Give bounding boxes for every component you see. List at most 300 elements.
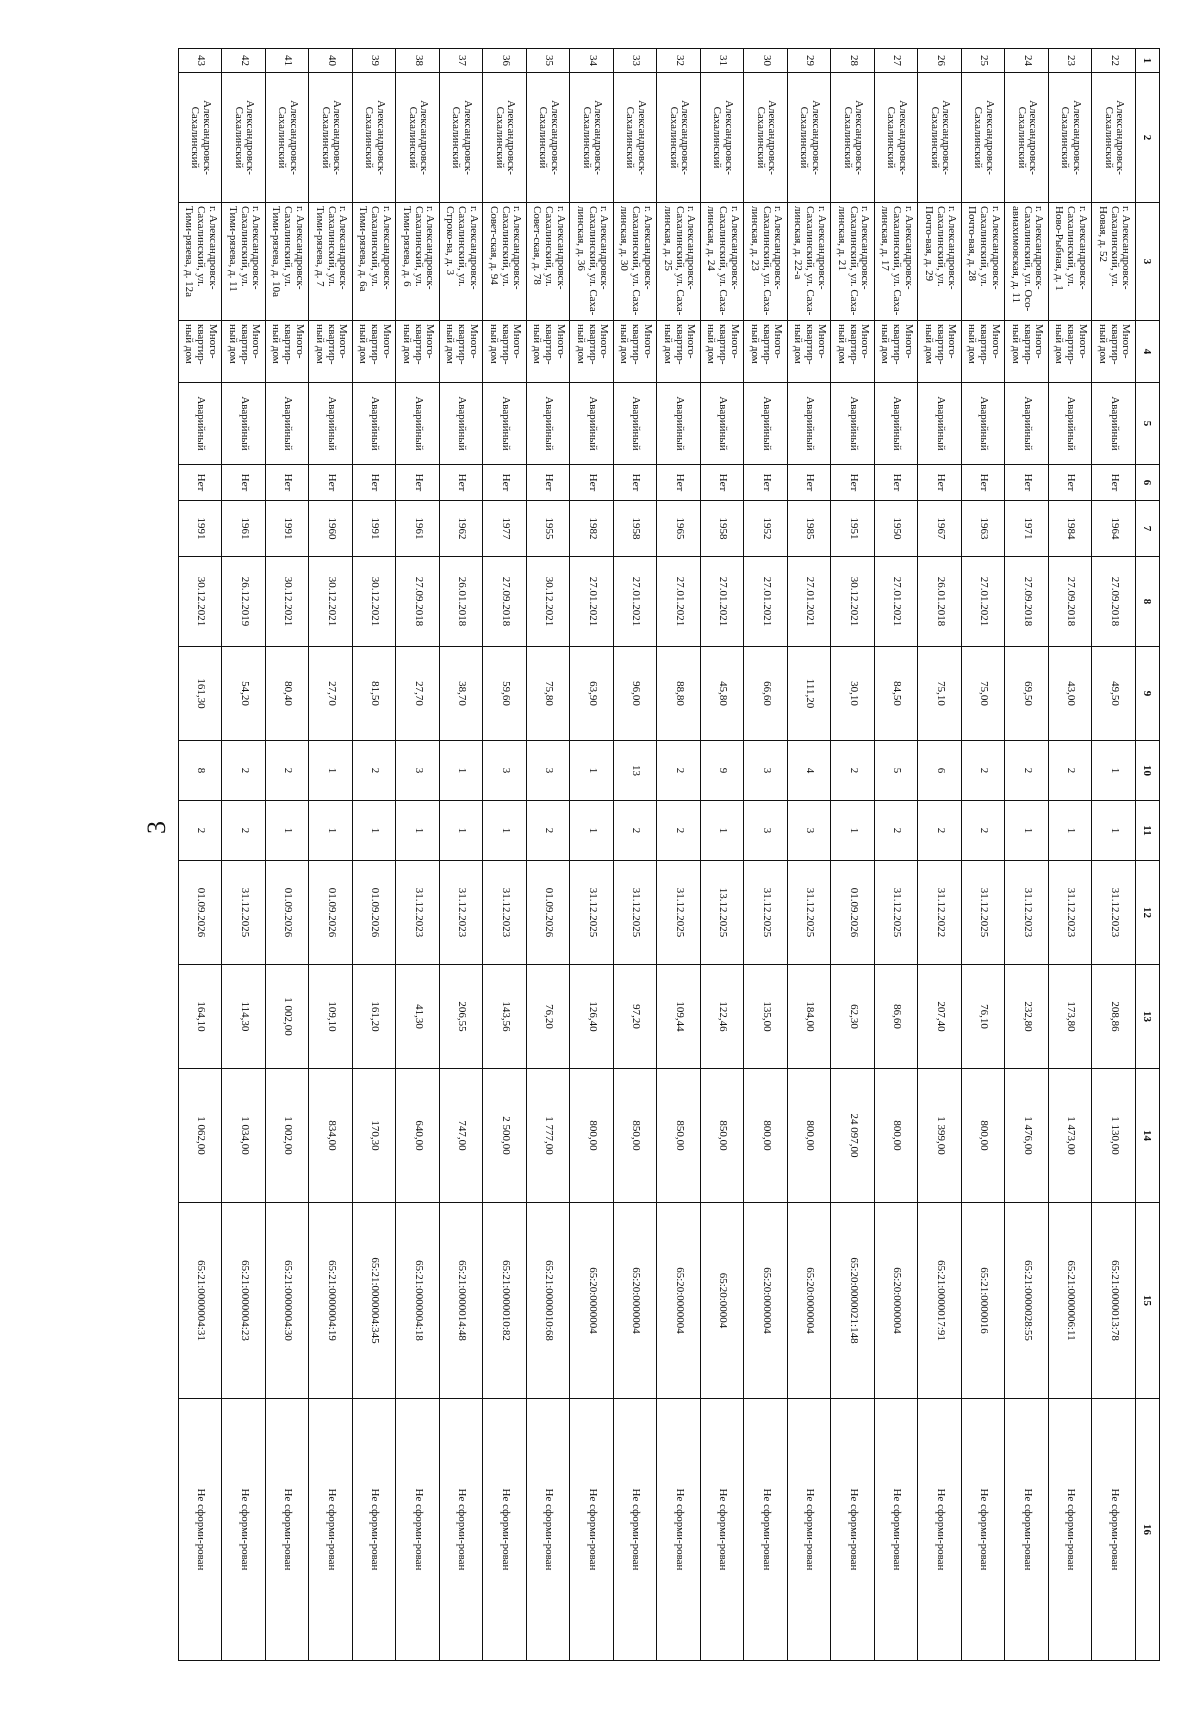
- table-row: [701, 49, 745, 1661]
- rooms-cell: 2: [527, 801, 571, 861]
- column-number-header: 15: [1136, 1203, 1160, 1399]
- residents-cell: 1: [1092, 741, 1136, 801]
- cadastral-number-cell: 65:20:0000004: [657, 1203, 701, 1399]
- land-status-cell: Не сформи-рован: [744, 1399, 788, 1661]
- residents-cell: 2: [831, 741, 875, 801]
- condition-cell: Аварийный: [222, 383, 266, 465]
- address-cell: г. Александровск-Сахалинский, ул. Саха-линская, д. 36: [570, 203, 614, 321]
- house-type-cell: Много-квартир-ный дом: [440, 321, 484, 383]
- year-built-cell: 1977: [483, 501, 527, 557]
- area-cell: 81,50: [353, 647, 397, 741]
- rooms-cell: 2: [962, 801, 1006, 861]
- row-number-cell: 28: [831, 49, 875, 73]
- residents-cell: 2: [266, 741, 310, 801]
- relocation-area-cell: 164,10: [179, 965, 223, 1069]
- row-number-cell: 42: [222, 49, 266, 73]
- land-area-cell: 1 476,00: [1005, 1069, 1049, 1203]
- cadastral-number-cell: 65:21:0000004:23: [222, 1203, 266, 1399]
- recognition-date-cell: 27.01.2021: [875, 557, 919, 647]
- column-number-header: 10: [1136, 741, 1160, 801]
- residents-cell: 2: [222, 741, 266, 801]
- land-area-cell: 1 473,00: [1049, 1069, 1093, 1203]
- recognition-date-cell: 26.01.2018: [918, 557, 962, 647]
- cadastral-number-cell: 65:21:0000004:19: [309, 1203, 353, 1399]
- land-status-cell: Не сформи-рован: [657, 1399, 701, 1661]
- area-cell: 59,60: [483, 647, 527, 741]
- land-area-cell: 1 777,00: [527, 1069, 571, 1203]
- municipality-cell: Александровск-Сахалинский: [353, 73, 397, 203]
- cadastral-number-cell: 65:20:00004: [701, 1203, 745, 1399]
- land-status-cell: Не сформи-рован: [353, 1399, 397, 1661]
- table-row: [1092, 49, 1136, 1661]
- heritage-cell: Нет: [962, 465, 1006, 501]
- residents-cell: 3: [396, 741, 440, 801]
- condition-cell: Аварийный: [875, 383, 919, 465]
- relocation-area-cell: 122,46: [701, 965, 745, 1069]
- cadastral-number-cell: 65:21:0000028:55: [1005, 1203, 1049, 1399]
- cadastral-number-cell: 65:21:0000006:11: [1049, 1203, 1093, 1399]
- year-built-cell: 1951: [831, 501, 875, 557]
- land-status-cell: Не сформи-рован: [614, 1399, 658, 1661]
- area-cell: 69,50: [1005, 647, 1049, 741]
- heritage-cell: Нет: [1005, 465, 1049, 501]
- municipality-cell: Александровск-Сахалинский: [222, 73, 266, 203]
- address-cell: г. Александровск-Сахалинский, ул. Саха-линская, д. 21: [831, 203, 875, 321]
- row-number-cell: 23: [1049, 49, 1093, 73]
- land-status-cell: Не сформи-рован: [831, 1399, 875, 1661]
- recognition-date-cell: 30.12.2021: [831, 557, 875, 647]
- heritage-cell: Нет: [744, 465, 788, 501]
- year-built-cell: 1960: [309, 501, 353, 557]
- planned-date-cell: 31.12.2023: [1005, 861, 1049, 965]
- area-cell: 88,80: [657, 647, 701, 741]
- municipality-cell: Александровск-Сахалинский: [788, 73, 832, 203]
- area-cell: 63,90: [570, 647, 614, 741]
- land-status-cell: Не сформи-рован: [962, 1399, 1006, 1661]
- land-status-cell: Не сформи-рован: [222, 1399, 266, 1661]
- house-type-cell: Много-квартир-ный дом: [701, 321, 745, 383]
- rooms-cell: 2: [614, 801, 658, 861]
- land-status-cell: Не сформи-рован: [266, 1399, 310, 1661]
- rooms-cell: 1: [353, 801, 397, 861]
- heritage-cell: Нет: [788, 465, 832, 501]
- planned-date-cell: 31.12.2023: [483, 861, 527, 965]
- municipality-cell: Александровск-Сахалинский: [701, 73, 745, 203]
- land-status-cell: Не сформи-рован: [875, 1399, 919, 1661]
- rooms-cell: 2: [918, 801, 962, 861]
- house-type-cell: Много-квартир-ный дом: [1092, 321, 1136, 383]
- recognition-date-cell: 27.01.2021: [657, 557, 701, 647]
- address-cell: г. Александровск-Сахалинский, ул. Совет-ская, д. 78: [527, 203, 571, 321]
- table-row: [570, 49, 614, 1661]
- area-cell: 54,20: [222, 647, 266, 741]
- planned-date-cell: 13.12.2025: [701, 861, 745, 965]
- rooms-cell: 2: [179, 801, 223, 861]
- recognition-date-cell: 30.12.2021: [179, 557, 223, 647]
- recognition-date-cell: 26.01.2018: [440, 557, 484, 647]
- residents-cell: 3: [744, 741, 788, 801]
- rooms-cell: 1: [831, 801, 875, 861]
- relocation-area-cell: 76,10: [962, 965, 1006, 1069]
- area-cell: 75,10: [918, 647, 962, 741]
- year-built-cell: 1958: [701, 501, 745, 557]
- table-row: [396, 49, 440, 1661]
- cadastral-number-cell: 65:20:0000021:148: [831, 1203, 875, 1399]
- heritage-cell: Нет: [483, 465, 527, 501]
- land-area-cell: 1 062,00: [179, 1069, 223, 1203]
- address-cell: г. Александровск-Сахалинский, ул. Тими-рязева, д. 7: [309, 203, 353, 321]
- residents-cell: 2: [1049, 741, 1093, 801]
- planned-date-cell: 31.12.2023: [1092, 861, 1136, 965]
- planned-date-cell: 31.12.2025: [614, 861, 658, 965]
- area-cell: 49,50: [1092, 647, 1136, 741]
- relocation-area-cell: 86,60: [875, 965, 919, 1069]
- cadastral-number-cell: 65:21:0000010:82: [483, 1203, 527, 1399]
- relocation-area-cell: 41,30: [396, 965, 440, 1069]
- rooms-cell: 3: [744, 801, 788, 861]
- condition-cell: Аварийный: [701, 383, 745, 465]
- house-type-cell: Много-квартир-ный дом: [962, 321, 1006, 383]
- land-area-cell: 1 130,00: [1092, 1069, 1136, 1203]
- relocation-area-cell: 207,40: [918, 965, 962, 1069]
- row-number-cell: 40: [309, 49, 353, 73]
- land-status-cell: Не сформи-рован: [1049, 1399, 1093, 1661]
- rooms-cell: 1: [1005, 801, 1049, 861]
- row-number-cell: 26: [918, 49, 962, 73]
- heritage-cell: Нет: [831, 465, 875, 501]
- residents-cell: 8: [179, 741, 223, 801]
- row-number-cell: 29: [788, 49, 832, 73]
- address-cell: г. Александровск-Сахалинский, ул. Новая, д. 52: [1092, 203, 1136, 321]
- rooms-cell: 1: [570, 801, 614, 861]
- cadastral-number-cell: 65:21:0000016: [962, 1203, 1006, 1399]
- row-number-cell: 34: [570, 49, 614, 73]
- land-area-cell: 747,00: [440, 1069, 484, 1203]
- condition-cell: Аварийный: [614, 383, 658, 465]
- table-row: [657, 49, 701, 1661]
- municipality-cell: Александровск-Сахалинский: [483, 73, 527, 203]
- cadastral-number-cell: 65:20:0000004: [875, 1203, 919, 1399]
- planned-date-cell: 31.12.2025: [962, 861, 1006, 965]
- condition-cell: Аварийный: [744, 383, 788, 465]
- condition-cell: Аварийный: [179, 383, 223, 465]
- year-built-cell: 1967: [918, 501, 962, 557]
- table-row: [831, 49, 875, 1661]
- area-cell: 27,70: [396, 647, 440, 741]
- residents-cell: 1: [309, 741, 353, 801]
- recognition-date-cell: 27.01.2021: [788, 557, 832, 647]
- residents-cell: 2: [1005, 741, 1049, 801]
- heritage-cell: Нет: [701, 465, 745, 501]
- municipality-cell: Александровск-Сахалинский: [527, 73, 571, 203]
- land-area-cell: 834,00: [309, 1069, 353, 1203]
- relocation-area-cell: 232,80: [1005, 965, 1049, 1069]
- cadastral-number-cell: 65:21:0000014:48: [440, 1203, 484, 1399]
- area-cell: 75,80: [527, 647, 571, 741]
- residents-cell: 2: [657, 741, 701, 801]
- heritage-cell: Нет: [179, 465, 223, 501]
- row-number-cell: 25: [962, 49, 1006, 73]
- address-cell: г. Александровск-Сахалинский, ул. Почто-вая, д. 29: [918, 203, 962, 321]
- relocation-area-cell: 126,40: [570, 965, 614, 1069]
- land-status-cell: Не сформи-рован: [309, 1399, 353, 1661]
- land-area-cell: 24 097,00: [831, 1069, 875, 1203]
- table-row: [918, 49, 962, 1661]
- column-number-header: 5: [1136, 383, 1160, 465]
- address-cell: г. Александровск-Сахалинский, ул. Тими-рязева, д. 12а: [179, 203, 223, 321]
- house-type-cell: Много-квартир-ный дом: [875, 321, 919, 383]
- year-built-cell: 1950: [875, 501, 919, 557]
- land-status-cell: Не сформи-рован: [918, 1399, 962, 1661]
- year-built-cell: 1961: [222, 501, 266, 557]
- year-built-cell: 1991: [353, 501, 397, 557]
- municipality-cell: Александровск-Сахалинский: [570, 73, 614, 203]
- table-row: [353, 49, 397, 1661]
- condition-cell: Аварийный: [483, 383, 527, 465]
- condition-cell: Аварийный: [831, 383, 875, 465]
- relocation-area-cell: 109,44: [657, 965, 701, 1069]
- address-cell: г. Александровск-Сахалинский, ул. Осо-авиахимовская, д. 11: [1005, 203, 1049, 321]
- relocation-area-cell: 143,56: [483, 965, 527, 1069]
- condition-cell: Аварийный: [1092, 383, 1136, 465]
- condition-cell: Аварийный: [1005, 383, 1049, 465]
- year-built-cell: 1991: [179, 501, 223, 557]
- address-cell: г. Александровск-Сахалинский, ул. Тими-рязева, д. 6: [396, 203, 440, 321]
- area-cell: 161,30: [179, 647, 223, 741]
- house-type-cell: Много-квартир-ный дом: [657, 321, 701, 383]
- year-built-cell: 1984: [1049, 501, 1093, 557]
- year-built-cell: 1985: [788, 501, 832, 557]
- cadastral-number-cell: 65:20:0000004: [744, 1203, 788, 1399]
- planned-date-cell: 01.09.2026: [831, 861, 875, 965]
- heritage-cell: Нет: [657, 465, 701, 501]
- column-number-header: 3: [1136, 203, 1160, 321]
- relocation-area-cell: 97,20: [614, 965, 658, 1069]
- residents-cell: 9: [701, 741, 745, 801]
- recognition-date-cell: 27.01.2021: [744, 557, 788, 647]
- column-number-header: 13: [1136, 965, 1160, 1069]
- land-status-cell: Не сформи-рован: [440, 1399, 484, 1661]
- address-cell: г. Александровск-Сахалинский, ул. Совет-ская, д. 94: [483, 203, 527, 321]
- address-cell: г. Александровск-Сахалинский, ул. Саха-линская, д. 17: [875, 203, 919, 321]
- municipality-cell: Александровск-Сахалинский: [875, 73, 919, 203]
- relocation-area-cell: 135,00: [744, 965, 788, 1069]
- residents-cell: 4: [788, 741, 832, 801]
- rooms-cell: 1: [1049, 801, 1093, 861]
- heritage-cell: Нет: [875, 465, 919, 501]
- land-area-cell: 800,00: [875, 1069, 919, 1203]
- residents-cell: 3: [527, 741, 571, 801]
- municipality-cell: Александровск-Сахалинский: [1005, 73, 1049, 203]
- rooms-cell: 1: [1092, 801, 1136, 861]
- heritage-cell: Нет: [309, 465, 353, 501]
- area-cell: 38,70: [440, 647, 484, 741]
- municipality-cell: Александровск-Сахалинский: [396, 73, 440, 203]
- address-cell: г. Александровск-Сахалинский, ул. Тими-рязева, д. 10а: [266, 203, 310, 321]
- land-area-cell: 800,00: [570, 1069, 614, 1203]
- land-area-cell: 800,00: [744, 1069, 788, 1203]
- housing-table-rotated: [178, 48, 1160, 1660]
- heritage-cell: Нет: [396, 465, 440, 501]
- address-cell: г. Александровск-Сахалинский, ул. Саха-линская, д. 30: [614, 203, 658, 321]
- rooms-cell: 2: [657, 801, 701, 861]
- address-cell: г. Александровск-Сахалинский, ул. Тими-рязева, д. 6а: [353, 203, 397, 321]
- residents-cell: 1: [570, 741, 614, 801]
- year-built-cell: 1952: [744, 501, 788, 557]
- municipality-cell: Александровск-Сахалинский: [962, 73, 1006, 203]
- recognition-date-cell: 27.01.2021: [614, 557, 658, 647]
- column-number-header: 4: [1136, 321, 1160, 383]
- planned-date-cell: 01.09.2026: [527, 861, 571, 965]
- address-cell: г. Александровск-Сахалинский, ул. Ново-Рыбная, д. 1: [1049, 203, 1093, 321]
- year-built-cell: 1961: [396, 501, 440, 557]
- recognition-date-cell: 27.09.2018: [396, 557, 440, 647]
- column-number-header: 14: [1136, 1069, 1160, 1203]
- land-area-cell: 850,00: [614, 1069, 658, 1203]
- relocation-area-cell: 109,10: [309, 965, 353, 1069]
- rooms-cell: 1: [396, 801, 440, 861]
- year-built-cell: 1991: [266, 501, 310, 557]
- row-number-cell: 37: [440, 49, 484, 73]
- condition-cell: Аварийный: [309, 383, 353, 465]
- planned-date-cell: 31.12.2025: [788, 861, 832, 965]
- condition-cell: Аварийный: [962, 383, 1006, 465]
- land-status-cell: Не сформи-рован: [527, 1399, 571, 1661]
- row-number-cell: 24: [1005, 49, 1049, 73]
- area-cell: 66,60: [744, 647, 788, 741]
- house-type-cell: Много-квартир-ный дом: [353, 321, 397, 383]
- address-cell: г. Александровск-Сахалинский, ул. Саха-линская, д. 23: [744, 203, 788, 321]
- house-type-cell: Много-квартир-ный дом: [179, 321, 223, 383]
- land-area-cell: 1 034,00: [222, 1069, 266, 1203]
- address-cell: г. Александровск-Сахалинский, ул. Саха-линская, д. 22-а: [788, 203, 832, 321]
- area-cell: 43,00: [1049, 647, 1093, 741]
- municipality-cell: Александровск-Сахалинский: [179, 73, 223, 203]
- table-row: [614, 49, 658, 1661]
- table-row: [483, 49, 527, 1661]
- planned-date-cell: 31.12.2025: [744, 861, 788, 965]
- cadastral-number-cell: 65:21:0000010:68: [527, 1203, 571, 1399]
- cadastral-number-cell: 65:21:0000013:78: [1092, 1203, 1136, 1399]
- recognition-date-cell: 27.09.2018: [1092, 557, 1136, 647]
- rooms-cell: 1: [266, 801, 310, 861]
- land-area-cell: 1 399,00: [918, 1069, 962, 1203]
- year-built-cell: 1982: [570, 501, 614, 557]
- row-number-cell: 35: [527, 49, 571, 73]
- area-cell: 80,40: [266, 647, 310, 741]
- column-number-header: 12: [1136, 861, 1160, 965]
- municipality-cell: Александровск-Сахалинский: [440, 73, 484, 203]
- column-number-header: 11: [1136, 801, 1160, 861]
- relocation-area-cell: 76,20: [527, 965, 571, 1069]
- year-built-cell: 1971: [1005, 501, 1049, 557]
- residents-cell: 13: [614, 741, 658, 801]
- row-number-cell: 27: [875, 49, 919, 73]
- table-row: [744, 49, 788, 1661]
- recognition-date-cell: 30.12.2021: [527, 557, 571, 647]
- planned-date-cell: 31.12.2023: [440, 861, 484, 965]
- table-row: [179, 49, 223, 1661]
- housing-table: [178, 48, 1160, 1661]
- table-row: [1049, 49, 1093, 1661]
- row-number-cell: 39: [353, 49, 397, 73]
- row-number-cell: 30: [744, 49, 788, 73]
- recognition-date-cell: 30.12.2021: [353, 557, 397, 647]
- address-cell: г. Александровск-Сахалинский, ул. Саха-линская, д. 24: [701, 203, 745, 321]
- house-type-cell: Много-квартир-ный дом: [527, 321, 571, 383]
- cadastral-number-cell: 65:20:0000004: [614, 1203, 658, 1399]
- area-cell: 75,00: [962, 647, 1006, 741]
- house-type-cell: Много-квартир-ный дом: [1005, 321, 1049, 383]
- table-row: [309, 49, 353, 1661]
- planned-date-cell: 31.12.2025: [222, 861, 266, 965]
- table-body: [179, 49, 1136, 1661]
- table-row: [222, 49, 266, 1661]
- condition-cell: Аварийный: [657, 383, 701, 465]
- row-number-cell: 32: [657, 49, 701, 73]
- relocation-area-cell: 184,00: [788, 965, 832, 1069]
- area-cell: 96,00: [614, 647, 658, 741]
- row-number-cell: 43: [179, 49, 223, 73]
- house-type-cell: Много-квартир-ный дом: [266, 321, 310, 383]
- recognition-date-cell: 30.12.2021: [309, 557, 353, 647]
- land-status-cell: Не сформи-рован: [701, 1399, 745, 1661]
- land-status-cell: Не сформи-рован: [1005, 1399, 1049, 1661]
- recognition-date-cell: 27.09.2018: [1005, 557, 1049, 647]
- planned-date-cell: 31.12.2025: [570, 861, 614, 965]
- cadastral-number-cell: 65:21:0000017:91: [918, 1203, 962, 1399]
- rooms-cell: 2: [222, 801, 266, 861]
- row-number-cell: 31: [701, 49, 745, 73]
- residents-cell: 3: [483, 741, 527, 801]
- cadastral-number-cell: 65:21:0000004:18: [396, 1203, 440, 1399]
- column-number-header: 16: [1136, 1399, 1160, 1661]
- column-number-header: 6: [1136, 465, 1160, 501]
- table-row: [962, 49, 1006, 1661]
- recognition-date-cell: 27.01.2021: [701, 557, 745, 647]
- land-area-cell: 850,00: [701, 1069, 745, 1203]
- land-status-cell: Не сформи-рован: [483, 1399, 527, 1661]
- column-number-header: 8: [1136, 557, 1160, 647]
- residents-cell: 1: [440, 741, 484, 801]
- municipality-cell: Александровск-Сахалинский: [309, 73, 353, 203]
- house-type-cell: Много-квартир-ный дом: [831, 321, 875, 383]
- house-type-cell: Много-квартир-ный дом: [744, 321, 788, 383]
- residents-cell: 2: [353, 741, 397, 801]
- heritage-cell: Нет: [570, 465, 614, 501]
- table-row: [1005, 49, 1049, 1661]
- relocation-area-cell: 62,30: [831, 965, 875, 1069]
- house-type-cell: Много-квартир-ный дом: [614, 321, 658, 383]
- cadastral-number-cell: 65:21:0000004:31: [179, 1203, 223, 1399]
- house-type-cell: Много-квартир-ный дом: [918, 321, 962, 383]
- municipality-cell: Александровск-Сахалинский: [831, 73, 875, 203]
- recognition-date-cell: 30.12.2021: [266, 557, 310, 647]
- heritage-cell: Нет: [527, 465, 571, 501]
- column-number-header: 2: [1136, 73, 1160, 203]
- house-type-cell: Много-квартир-ный дом: [309, 321, 353, 383]
- page-number: 3: [142, 821, 171, 834]
- condition-cell: Аварийный: [527, 383, 571, 465]
- land-area-cell: 640,00: [396, 1069, 440, 1203]
- condition-cell: Аварийный: [1049, 383, 1093, 465]
- condition-cell: Аварийный: [266, 383, 310, 465]
- planned-date-cell: 01.09.2026: [179, 861, 223, 965]
- relocation-area-cell: 206,55: [440, 965, 484, 1069]
- rooms-cell: 3: [788, 801, 832, 861]
- heritage-cell: Нет: [1049, 465, 1093, 501]
- year-built-cell: 1958: [614, 501, 658, 557]
